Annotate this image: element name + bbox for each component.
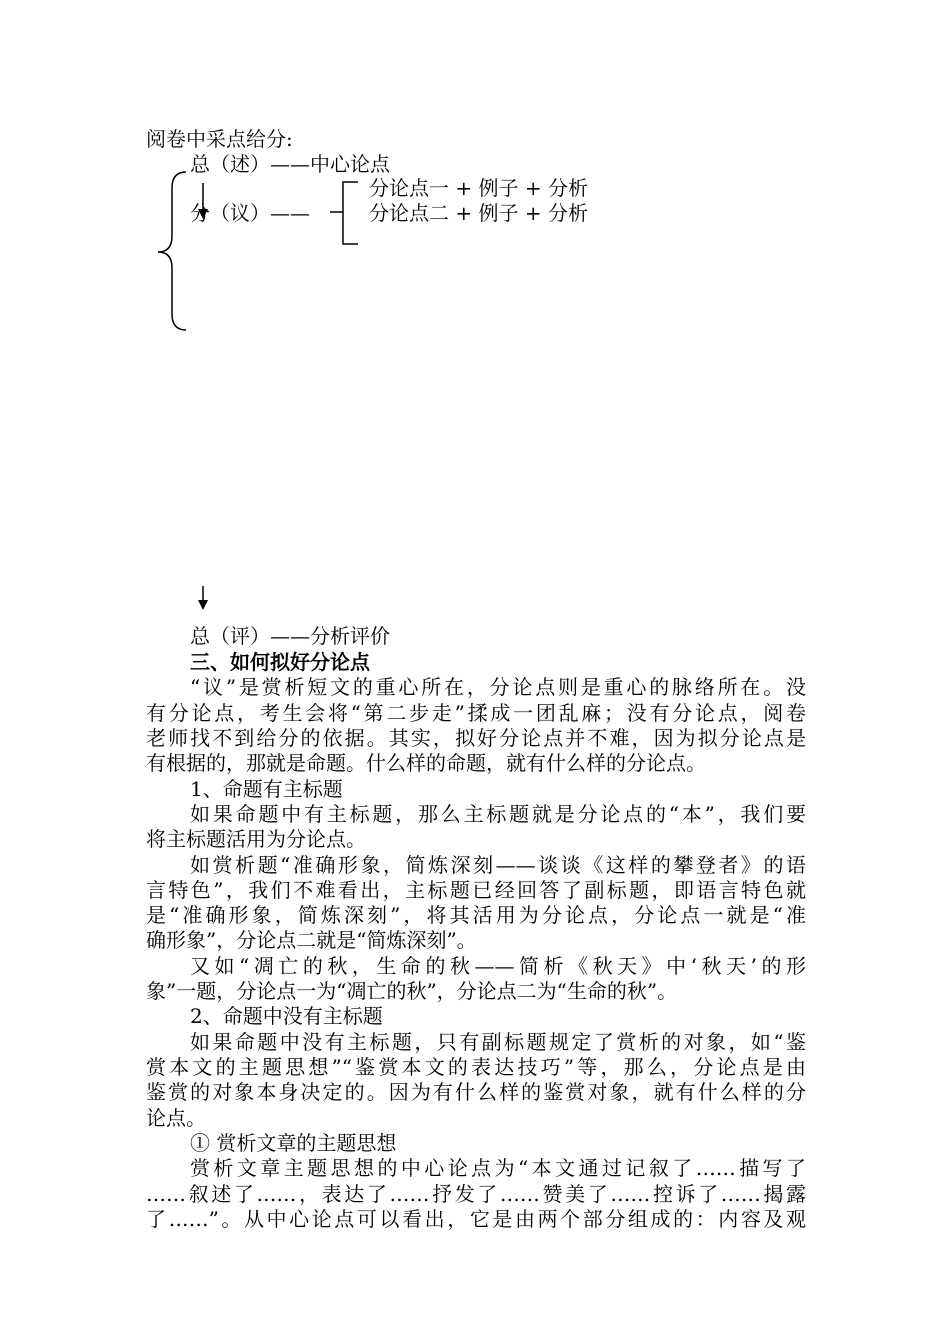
body-line: 了……”。从中心论点可以看出，它是由两个部分组成的：内容及观: [146, 1207, 806, 1231]
body-line: 论点。: [146, 1106, 206, 1130]
diagram-intro: 阅卷中采点给分:: [146, 127, 293, 151]
body-line: 又如“凋亡的秋，生命的秋——简析《秋天》中‘秋天’的形: [190, 954, 806, 978]
body-line: 赏析文章主题思想的中心论点为“本文通过记叙了……描写了: [190, 1156, 806, 1180]
body-line: 象”一题，分论点一为“凋亡的秋”，分论点二为“生命的秋”。: [146, 979, 678, 1003]
body-line: 有分论点，考生会将“第二步走”揉成一团乱麻；没有分论点，阅卷: [146, 701, 806, 725]
diagram-branch-2: 分论点二 + 例子 + 分析: [369, 201, 588, 225]
diagram-middle-node: 分（议）——: [190, 201, 310, 225]
body-line: 如赏析题“准确形象，简炼深刻——谈谈《这样的攀登者》的语: [190, 853, 806, 877]
left-brace: [158, 172, 186, 330]
section-heading: 三、如何拟好分论点: [190, 650, 370, 674]
subheading-3: ① 赏析文章的主题思想: [190, 1131, 397, 1155]
subheading-1: 1、命题有主标题: [190, 777, 343, 801]
body-line: 将主标题活用为分论点。: [146, 827, 366, 851]
diagram-top-node: 总（述）——中心论点: [190, 152, 390, 176]
body-line: 有根据的，那就是命题。什么样的命题，就有什么样的分论点。: [146, 751, 706, 775]
diagram-bottom-node: 总（评）——分析评价: [190, 624, 390, 648]
body-line: 言特色”，我们不难看出，主标题已经回答了副标题，即语言特色就: [146, 878, 806, 902]
body-line: 是“准确形象，简炼深刻”，将其活用为分论点，分论点一就是“准: [146, 903, 806, 927]
right-bracket: [343, 182, 358, 244]
body-line: ……叙述了……，表达了……抒发了……赞美了……控诉了……揭露: [146, 1182, 806, 1206]
body-line: 如果命题中没有主标题，只有副标题规定了赏析的对象，如“鉴: [190, 1030, 806, 1054]
arrow-head-bottom: [198, 600, 208, 610]
subheading-2: 2、命题中没有主标题: [190, 1004, 383, 1028]
body-line: 确形象”，分论点二就是“简炼深刻”。: [146, 928, 477, 952]
body-line: 如果命题中有主标题，那么主标题就是分论点的“本”，我们要: [190, 802, 806, 826]
diagram-branch-1: 分论点一 + 例子 + 分析: [369, 176, 588, 200]
body-line: 鉴赏的对象本身决定的。因为有什么样的鉴赏对象，就有什么样的分: [146, 1080, 806, 1104]
body-line: 赏本文的主题思想”“鉴赏本文的表达技巧”等，那么，分论点是由: [146, 1055, 806, 1079]
body-line: “议”是赏析短文的重心所在，分论点则是重心的脉络所在。没: [190, 675, 806, 699]
body-line: 老师找不到给分的依据。其实，拟好分论点并不难，因为拟分论点是: [146, 726, 806, 750]
